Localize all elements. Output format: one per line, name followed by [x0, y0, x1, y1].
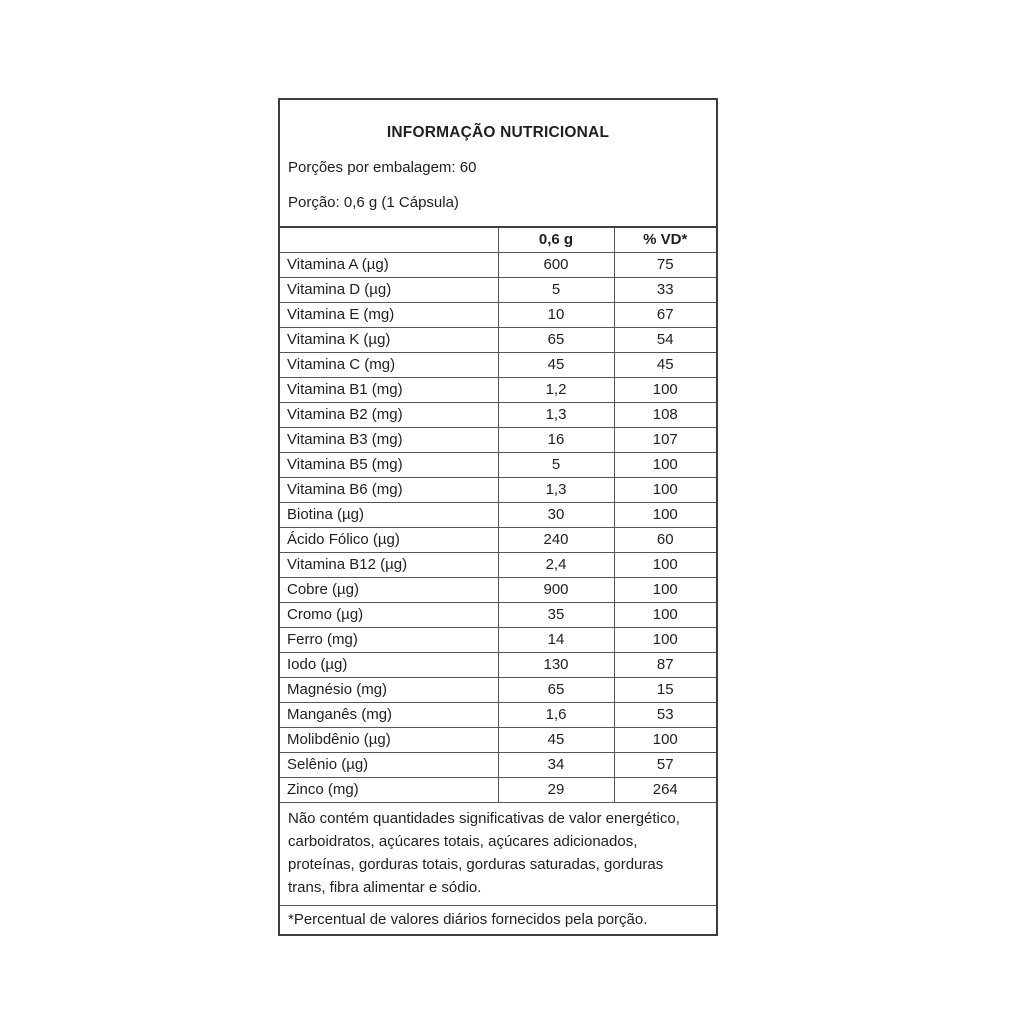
- nutrient-amount: 5: [498, 452, 614, 477]
- nutrient-row: [280, 777, 716, 802]
- nutrient-row: [280, 452, 716, 477]
- nutrient-row: [280, 627, 716, 652]
- nutrient-rows: [280, 252, 716, 802]
- nutrition-facts-panel: [278, 98, 718, 936]
- daily-values-footnote-text: *Percentual de valores diários fornecidos pela porção.: [288, 910, 648, 928]
- nutrient-amount: 2,4: [498, 552, 614, 577]
- nutrient-dv: 87: [614, 652, 716, 677]
- panel-title: INFORMAÇÃO NUTRICIONAL: [386, 124, 610, 141]
- daily-values-footnote-row: [280, 905, 716, 934]
- nutrient-dv: 108: [614, 402, 716, 427]
- nutrient-name: Cobre (µg): [280, 577, 498, 602]
- nutrient-row: [280, 427, 716, 452]
- nutrient-row: [280, 752, 716, 777]
- column-header-amount: 0,6 g: [498, 227, 614, 252]
- nutrient-name: Zinco (mg): [280, 777, 498, 802]
- nutrient-name: Vitamina B5 (mg): [280, 452, 498, 477]
- nutrient-row: [280, 602, 716, 627]
- nutrient-name: Vitamina B3 (mg): [280, 427, 498, 452]
- nutrient-dv: 15: [614, 677, 716, 702]
- servings-per-package-line: Porções por embalagem: 60: [288, 159, 477, 176]
- column-header-blank: [280, 227, 498, 252]
- nutrient-dv: 100: [614, 577, 716, 602]
- nutrient-row: [280, 252, 716, 277]
- nutrient-amount: 45: [498, 352, 614, 377]
- nutrient-row: [280, 327, 716, 352]
- nutrient-amount: 1,6: [498, 702, 614, 727]
- serving-size-line: Porção: 0,6 g (1 Cápsula): [288, 194, 459, 211]
- nutrient-row: [280, 402, 716, 427]
- nutrient-amount: 130: [498, 652, 614, 677]
- nutrient-row: [280, 502, 716, 527]
- nutrient-row: [280, 277, 716, 302]
- nutrient-amount: 10: [498, 302, 614, 327]
- nutrient-amount: 1,2: [498, 377, 614, 402]
- panel-header: [280, 100, 716, 226]
- nutrient-row: [280, 552, 716, 577]
- nutrient-dv: 100: [614, 452, 716, 477]
- nutrient-row: [280, 477, 716, 502]
- nutrient-dv: 100: [614, 552, 716, 577]
- column-header-row: [280, 227, 716, 252]
- nutrient-dv: 45: [614, 352, 716, 377]
- nutrient-name: Vitamina A (µg): [280, 252, 498, 277]
- nutrients-table: [280, 226, 716, 934]
- nutrient-amount: 900: [498, 577, 614, 602]
- nutrient-name: Magnésio (mg): [280, 677, 498, 702]
- nutrient-amount: 65: [498, 677, 614, 702]
- nutrient-amount: 5: [498, 277, 614, 302]
- nutrient-dv: 107: [614, 427, 716, 452]
- nutrient-name: Vitamina C (mg): [280, 352, 498, 377]
- nutrient-name: Ferro (mg): [280, 627, 498, 652]
- nutrient-row: [280, 377, 716, 402]
- nutrient-row: [280, 727, 716, 752]
- nutrient-amount: 30: [498, 502, 614, 527]
- daily-values-footnote-cell: [280, 905, 716, 934]
- nutrient-row: [280, 352, 716, 377]
- nutrient-name: Cromo (µg): [280, 602, 498, 627]
- nutrient-dv: 100: [614, 727, 716, 752]
- nutrient-name: Biotina (µg): [280, 502, 498, 527]
- nutrient-name: Iodo (µg): [280, 652, 498, 677]
- nutrient-name: Vitamina K (µg): [280, 327, 498, 352]
- nutrient-amount: 16: [498, 427, 614, 452]
- nutrient-amount: 600: [498, 252, 614, 277]
- nutrient-amount: 240: [498, 527, 614, 552]
- nutrient-dv: 57: [614, 752, 716, 777]
- nutrient-dv: 60: [614, 527, 716, 552]
- nutrient-dv: 100: [614, 627, 716, 652]
- nutrient-dv: 53: [614, 702, 716, 727]
- nutrient-dv: 100: [614, 477, 716, 502]
- nutrient-name: Vitamina B1 (mg): [280, 377, 498, 402]
- nutrient-row: [280, 677, 716, 702]
- nutrient-amount: 45: [498, 727, 614, 752]
- nutrient-dv: 54: [614, 327, 716, 352]
- nutrient-amount: 1,3: [498, 402, 614, 427]
- nutrient-dv: 67: [614, 302, 716, 327]
- column-header-dv: % VD*: [614, 227, 716, 252]
- nutrient-amount: 35: [498, 602, 614, 627]
- nutrient-amount: 29: [498, 777, 614, 802]
- nutrient-name: Selênio (µg): [280, 752, 498, 777]
- nutrient-row: [280, 702, 716, 727]
- nutrient-row: [280, 302, 716, 327]
- nutrient-dv: 264: [614, 777, 716, 802]
- nutrient-amount: 34: [498, 752, 614, 777]
- nutrient-name: Vitamina E (mg): [280, 302, 498, 327]
- nutrient-name: Vitamina B6 (mg): [280, 477, 498, 502]
- nutrients-table-head: [280, 227, 716, 252]
- no-significant-amounts-text: Não contém quantidades significativas de valor energético, carboidratos, açúcares totais, açúcares adicionados, proteínas, gorduras totais, gorduras saturadas, gorduras trans, fibra alimentar e sódio.: [288, 809, 680, 896]
- no-significant-amounts-row: [280, 802, 716, 905]
- nutrient-dv: 100: [614, 602, 716, 627]
- nutrient-dv: 100: [614, 502, 716, 527]
- nutrient-name: Ácido Fólico (µg): [280, 527, 498, 552]
- nutrient-dv: 100: [614, 377, 716, 402]
- nutrient-name: Vitamina D (µg): [280, 277, 498, 302]
- nutrient-amount: 14: [498, 627, 614, 652]
- nutrient-amount: 1,3: [498, 477, 614, 502]
- notes-section: [280, 802, 716, 934]
- nutrient-name: Molibdênio (µg): [280, 727, 498, 752]
- nutrient-name: Vitamina B2 (mg): [280, 402, 498, 427]
- no-significant-amounts-cell: [280, 802, 716, 905]
- nutrient-dv: 75: [614, 252, 716, 277]
- nutrient-row: [280, 577, 716, 602]
- nutrient-name: Manganês (mg): [280, 702, 498, 727]
- nutrient-dv: 33: [614, 277, 716, 302]
- nutrient-row: [280, 527, 716, 552]
- nutrient-name: Vitamina B12 (µg): [280, 552, 498, 577]
- nutrient-row: [280, 652, 716, 677]
- nutrient-amount: 65: [498, 327, 614, 352]
